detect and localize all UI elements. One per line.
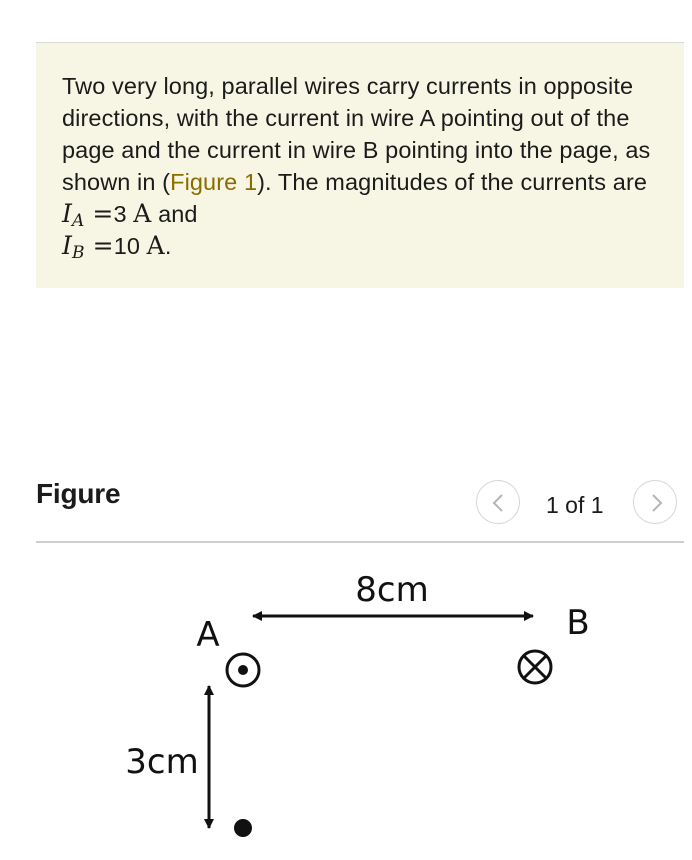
problem-text-magnitudes: ). The magnitudes of the currents are <box>257 169 648 195</box>
distance-ab-label: 8cm <box>355 570 429 610</box>
figure-heading: Figure <box>36 478 121 509</box>
next-figure-button[interactable] <box>633 480 677 524</box>
end-period: . <box>164 233 172 259</box>
chevron-left-icon <box>477 481 521 525</box>
distance-down-label: 3cm <box>125 742 199 782</box>
chevron-right-icon <box>634 481 678 525</box>
current-a-expression: $I_A$ = <box>62 199 114 231</box>
figure-1-link[interactable]: Figure 1 <box>170 169 258 195</box>
current-b-expression: $I_B$ = <box>62 231 114 263</box>
current-out-of-page-icon <box>227 654 259 686</box>
figure-pager-text: 1 of 1 <box>546 492 604 518</box>
connector-text: and <box>158 201 198 227</box>
current-b-value: 10 <box>113 233 141 259</box>
current-a-unit: A <box>133 199 152 228</box>
current-b-unit: A <box>146 231 165 260</box>
figure-divider <box>36 541 684 543</box>
problem-text-intro: Two very long, parallel wires carry currents in opposite directions, with the current in wire A pointing out of the page and the current in wire B pointing into the page, as shown in ( <box>62 73 651 195</box>
field-point-dot <box>234 819 252 837</box>
current-into-page-icon <box>519 651 551 683</box>
wire-diagram <box>0 550 692 850</box>
wire-b-label: B <box>566 603 590 643</box>
problem-statement <box>62 70 662 262</box>
current-a-value: 3 <box>113 201 127 227</box>
wire-a-label: A <box>196 615 220 655</box>
previous-figure-button[interactable] <box>476 480 520 524</box>
